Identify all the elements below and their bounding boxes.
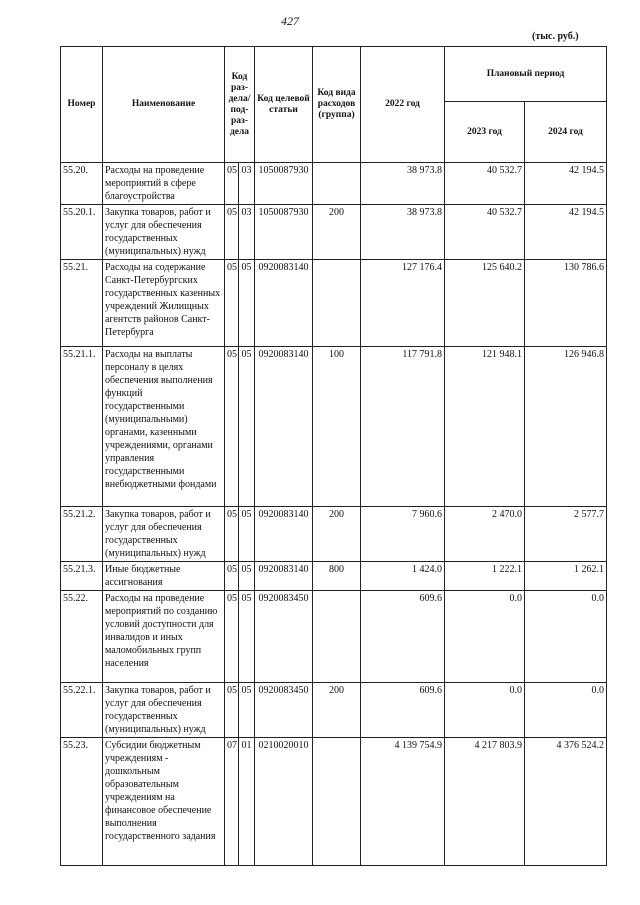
row-value-2022: 117 791.8 [361, 347, 445, 507]
row-section: 05 [225, 562, 239, 591]
table-row [61, 260, 607, 347]
table-row [61, 163, 607, 205]
row-target-code: 1050087930 [255, 163, 313, 205]
table-row [61, 347, 607, 507]
table-row [61, 738, 607, 866]
row-expense-type: 200 [313, 507, 361, 562]
row-name: Расходы на проведение мероприятий по созданию условий доступности для инвалидов и иных маломобильных групп населения [103, 591, 225, 683]
row-value-2024: 4 376 524.2 [525, 738, 607, 866]
row-value-2024: 2 577.7 [525, 507, 607, 562]
table-row [61, 205, 607, 260]
row-section: 05 [225, 591, 239, 683]
row-subsection: 05 [239, 507, 255, 562]
row-subsection: 03 [239, 163, 255, 205]
row-expense-type: 800 [313, 562, 361, 591]
header-section-code: Код раз-дела/ под-раз-дела [225, 47, 255, 163]
budget-table [60, 46, 607, 866]
row-target-code: 0920083450 [255, 591, 313, 683]
row-expense-type: 100 [313, 347, 361, 507]
row-value-2022: 609.6 [361, 683, 445, 738]
row-target-code: 0920083140 [255, 507, 313, 562]
row-section: 07 [225, 738, 239, 866]
row-value-2022: 38 973.8 [361, 205, 445, 260]
row-name: Расходы на проведение мероприятий в сфере благоустройства [103, 163, 225, 205]
row-value-2024: 0.0 [525, 683, 607, 738]
row-target-code: 0920083140 [255, 347, 313, 507]
units-label: (тыс. руб.) [532, 31, 579, 42]
row-subsection: 05 [239, 260, 255, 347]
row-number: 55.23. [61, 738, 103, 866]
header-target-code: Код целевой статьи [255, 47, 313, 163]
row-value-2023: 40 532.7 [445, 205, 525, 260]
table-row [61, 562, 607, 591]
row-name: Расходы на содержание Санкт-Петербургских государственных казенных учреждений Жилищных агентств районов Санкт-Петербурга [103, 260, 225, 347]
row-value-2023: 1 222.1 [445, 562, 525, 591]
table-row [61, 683, 607, 738]
row-name: Субсидии бюджетным учреждениям - дошкольным образовательным учреждениям на финансовое обеспечение выполнения государственного задания [103, 738, 225, 866]
table-row [61, 507, 607, 562]
row-value-2024: 42 194.5 [525, 205, 607, 260]
row-name: Закупка товаров, работ и услуг для обеспечения государственных (муниципальных) нужд [103, 205, 225, 260]
row-name: Иные бюджетные ассигнования [103, 562, 225, 591]
table-row [61, 591, 607, 683]
row-number: 55.21.2. [61, 507, 103, 562]
row-value-2024: 0.0 [525, 591, 607, 683]
row-value-2024: 42 194.5 [525, 163, 607, 205]
row-value-2022: 127 176.4 [361, 260, 445, 347]
page-number: 427 [281, 14, 299, 28]
row-number: 55.21.3. [61, 562, 103, 591]
row-number: 55.21. [61, 260, 103, 347]
row-section: 05 [225, 205, 239, 260]
row-section: 05 [225, 683, 239, 738]
row-value-2022: 1 424.0 [361, 562, 445, 591]
row-target-code: 0210020010 [255, 738, 313, 866]
row-expense-type: 200 [313, 205, 361, 260]
header-year-2024: 2024 год [525, 102, 607, 163]
row-section: 05 [225, 347, 239, 507]
row-number: 55.20.1. [61, 205, 103, 260]
row-number: 55.20. [61, 163, 103, 205]
row-section: 05 [225, 260, 239, 347]
header-planning-period: Плановый период [445, 47, 607, 102]
row-expense-type [313, 738, 361, 866]
header-name: Наименование [103, 47, 225, 163]
row-value-2024: 130 786.6 [525, 260, 607, 347]
row-value-2023: 0.0 [445, 591, 525, 683]
row-value-2024: 126 946.8 [525, 347, 607, 507]
row-number: 55.22. [61, 591, 103, 683]
row-subsection: 05 [239, 683, 255, 738]
row-name: Закупка товаров, работ и услуг для обеспечения государственных (муниципальных) нужд [103, 507, 225, 562]
row-name: Закупка товаров, работ и услуг для обеспечения государственных (муниципальных) нужд [103, 683, 225, 738]
row-subsection: 03 [239, 205, 255, 260]
header-year-2023: 2023 год [445, 102, 525, 163]
row-expense-type [313, 591, 361, 683]
row-value-2023: 2 470.0 [445, 507, 525, 562]
row-number: 55.21.1. [61, 347, 103, 507]
row-target-code: 0920083140 [255, 260, 313, 347]
row-value-2023: 40 532.7 [445, 163, 525, 205]
row-value-2023: 0.0 [445, 683, 525, 738]
row-value-2023: 121 948.1 [445, 347, 525, 507]
row-number: 55.22.1. [61, 683, 103, 738]
row-subsection: 05 [239, 591, 255, 683]
row-section: 05 [225, 163, 239, 205]
row-value-2024: 1 262.1 [525, 562, 607, 591]
row-value-2022: 38 973.8 [361, 163, 445, 205]
row-section: 05 [225, 507, 239, 562]
row-target-code: 0920083140 [255, 562, 313, 591]
header-number: Номер [61, 47, 103, 163]
row-subsection: 01 [239, 738, 255, 866]
row-value-2022: 4 139 754.9 [361, 738, 445, 866]
row-value-2023: 4 217 803.9 [445, 738, 525, 866]
row-value-2023: 125 640.2 [445, 260, 525, 347]
row-subsection: 05 [239, 347, 255, 507]
row-expense-type [313, 163, 361, 205]
row-name: Расходы на выплаты персоналу в целях обеспечения выполнения функций государственными (муниципальными) органами, казенными учреждениями, органами управления государственными внебюджетными фондами [103, 347, 225, 507]
row-target-code: 0920083450 [255, 683, 313, 738]
header-year-2022: 2022 год [361, 47, 445, 163]
row-value-2022: 609.6 [361, 591, 445, 683]
row-value-2022: 7 960.6 [361, 507, 445, 562]
row-target-code: 1050087930 [255, 205, 313, 260]
row-expense-type: 200 [313, 683, 361, 738]
row-expense-type [313, 260, 361, 347]
row-subsection: 05 [239, 562, 255, 591]
header-expense-type: Код вида расходов (группа) [313, 47, 361, 163]
